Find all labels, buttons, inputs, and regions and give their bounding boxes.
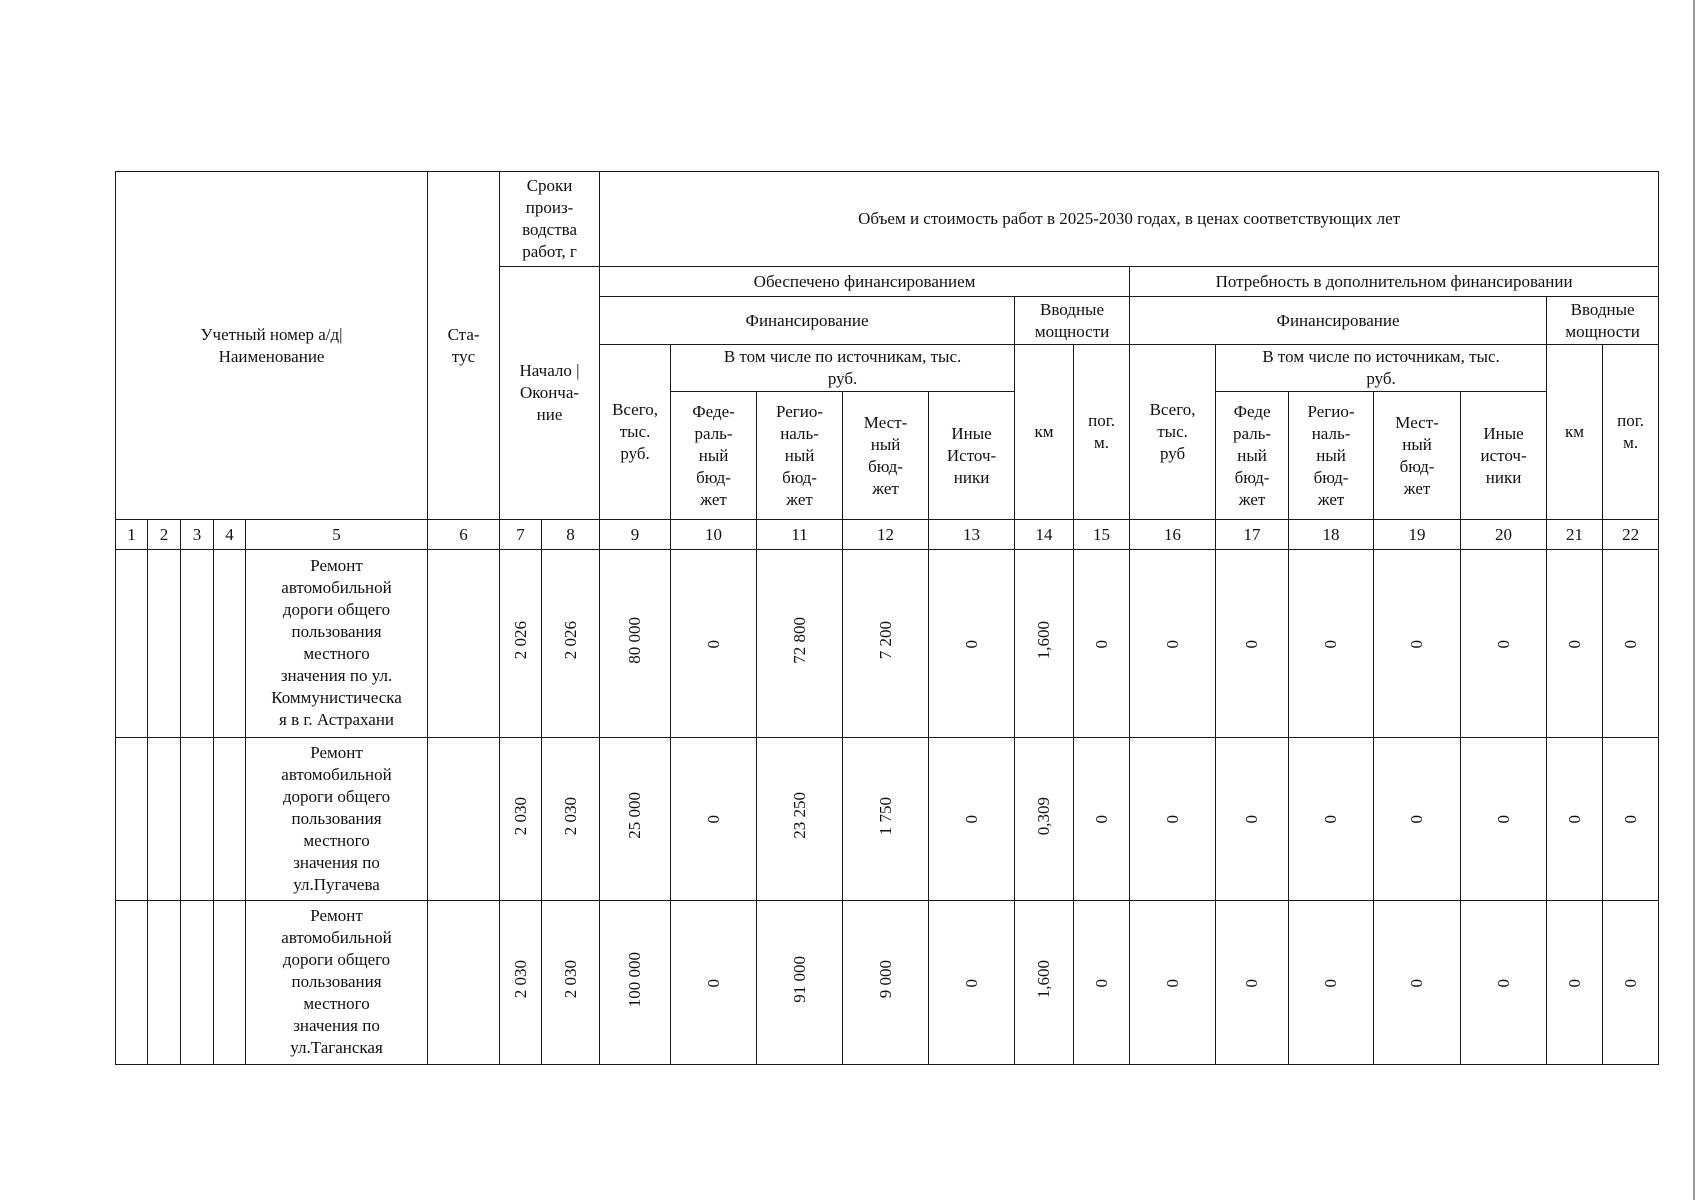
column-number: 2 xyxy=(148,520,181,550)
column-number: 8 xyxy=(542,520,600,550)
local-cell xyxy=(843,900,929,1064)
need-regional-cell xyxy=(1289,900,1374,1064)
need-other-value: 0 xyxy=(1493,639,1513,649)
pm-value: 0 xyxy=(1091,978,1111,988)
road-name-cell: Ремонт автомобильной дороги общего пользования местного значения по ул. Коммунистическа я в г. Астрахани xyxy=(246,550,428,737)
column-number: 19 xyxy=(1374,520,1461,550)
column-number: 9 xyxy=(600,520,671,550)
end-year-cell xyxy=(542,550,600,737)
need-pm-value: 0 xyxy=(1620,639,1640,649)
cell-account-1 xyxy=(116,900,148,1064)
federal-cell xyxy=(671,550,757,737)
need-local-value: 0 xyxy=(1407,639,1427,649)
other-cell xyxy=(929,737,1015,900)
need-pm-value: 0 xyxy=(1620,815,1640,824)
other-value: 0 xyxy=(961,639,981,649)
need-total-cell xyxy=(1130,550,1216,737)
total-value: 80 000 xyxy=(625,617,645,664)
column-number: 15 xyxy=(1074,520,1130,550)
need-regional-cell xyxy=(1289,737,1374,900)
need-federal-value: 0 xyxy=(1242,978,1262,988)
road-works-table xyxy=(115,171,1659,1065)
status-cell xyxy=(428,550,500,737)
total-cell xyxy=(600,900,671,1064)
cell-account-2 xyxy=(148,900,181,1064)
header-provided: Обеспечено финансированием xyxy=(600,267,1130,297)
cell-account-2 xyxy=(148,550,181,737)
cell-account-4 xyxy=(214,900,246,1064)
cell-account-3 xyxy=(181,550,214,737)
local-cell xyxy=(843,737,929,900)
header-pm-2: пог. м. xyxy=(1603,345,1659,520)
need-total-value: 0 xyxy=(1162,815,1182,824)
column-number: 20 xyxy=(1461,520,1547,550)
need-regional-value: 0 xyxy=(1321,815,1341,824)
column-number: 14 xyxy=(1015,520,1074,550)
need-pm-cell xyxy=(1603,900,1659,1064)
header-local-2: Мест- ный бюд- жет xyxy=(1374,392,1461,520)
header-volume-cost: Объем и стоимость работ в 2025-2030 годах, в ценах соответствующих лет xyxy=(600,172,1659,267)
cell-account-3 xyxy=(181,900,214,1064)
pm-value: 0 xyxy=(1091,815,1111,824)
pm-cell xyxy=(1074,737,1130,900)
start-year: 2 030 xyxy=(510,960,530,999)
regional-cell xyxy=(757,737,843,900)
column-number: 6 xyxy=(428,520,500,550)
need-regional-cell xyxy=(1289,550,1374,737)
column-number: 18 xyxy=(1289,520,1374,550)
need-km-value: 0 xyxy=(1564,978,1584,988)
km-cell xyxy=(1015,550,1074,737)
pm-value: 0 xyxy=(1091,639,1111,649)
column-number: 4 xyxy=(214,520,246,550)
need-km-value: 0 xyxy=(1564,639,1584,649)
need-regional-value: 0 xyxy=(1321,639,1341,649)
regional-value: 91 000 xyxy=(789,956,809,1003)
pm-cell xyxy=(1074,550,1130,737)
need-other-value: 0 xyxy=(1493,815,1513,824)
need-total-value: 0 xyxy=(1162,978,1182,988)
column-number: 22 xyxy=(1603,520,1659,550)
need-federal-value: 0 xyxy=(1242,639,1262,649)
column-number: 5 xyxy=(246,520,428,550)
header-federal-2: Феде раль- ный бюд- жет xyxy=(1216,392,1289,520)
km-value: 0,309 xyxy=(1034,796,1054,835)
header-financing-1: Финансирование xyxy=(600,297,1015,345)
other-value: 0 xyxy=(961,978,981,988)
other-cell xyxy=(929,550,1015,737)
column-number: 17 xyxy=(1216,520,1289,550)
header-needed: Потребность в дополнительном финансировании xyxy=(1130,267,1659,297)
total-value: 100 000 xyxy=(625,951,645,1007)
table-row xyxy=(116,550,1659,737)
header-total-1: Всего, тыс. руб. xyxy=(600,345,671,520)
start-year-cell xyxy=(500,900,542,1064)
header-regional-1: Регио- наль- ный бюд- жет xyxy=(757,392,843,520)
column-number: 13 xyxy=(929,520,1015,550)
end-year: 2 030 xyxy=(560,960,580,999)
cell-account-4 xyxy=(214,737,246,900)
column-number: 1 xyxy=(116,520,148,550)
header-financing-2: Финансирование xyxy=(1130,297,1547,345)
need-total-cell xyxy=(1130,737,1216,900)
header-local-1: Мест- ный бюд- жет xyxy=(843,392,929,520)
need-local-cell xyxy=(1374,550,1461,737)
federal-value: 0 xyxy=(703,815,723,824)
header-km-2: км xyxy=(1547,345,1603,520)
start-year-cell xyxy=(500,550,542,737)
need-pm-cell xyxy=(1603,550,1659,737)
need-other-value: 0 xyxy=(1493,978,1513,988)
road-name-cell: Ремонт автомобильной дороги общего пользования местного значения по ул.Таганская xyxy=(246,900,428,1064)
header-status: Ста- тус xyxy=(428,172,500,520)
regional-cell xyxy=(757,550,843,737)
cell-account-1 xyxy=(116,737,148,900)
header-federal-1: Феде- раль- ный бюд- жет xyxy=(671,392,757,520)
header-start-end: Начало | Оконча- ние xyxy=(500,267,600,520)
column-number: 11 xyxy=(757,520,843,550)
end-year: 2 026 xyxy=(560,621,580,660)
federal-cell xyxy=(671,900,757,1064)
km-cell xyxy=(1015,737,1074,900)
header-regional-2: Регио- наль- ный бюд- жет xyxy=(1289,392,1374,520)
need-km-cell xyxy=(1547,900,1603,1064)
need-km-cell xyxy=(1547,550,1603,737)
other-value: 0 xyxy=(961,815,981,824)
end-year-cell xyxy=(542,900,600,1064)
total-value: 25 000 xyxy=(625,792,645,840)
column-number: 3 xyxy=(181,520,214,550)
header-by-sources-2: В том числе по источникам, тыс. руб. xyxy=(1216,345,1547,392)
cell-account-4 xyxy=(214,550,246,737)
cell-account-3 xyxy=(181,737,214,900)
need-regional-value: 0 xyxy=(1321,978,1341,988)
local-value: 1 750 xyxy=(875,796,895,835)
end-year-cell xyxy=(542,737,600,900)
header-by-sources-1: В том числе по источникам, тыс. руб. xyxy=(671,345,1015,392)
header-terms: Сроки произ- водства работ, г xyxy=(500,172,600,267)
km-value: 1,600 xyxy=(1034,621,1054,660)
federal-value: 0 xyxy=(703,639,723,649)
total-cell xyxy=(600,550,671,737)
end-year: 2 030 xyxy=(560,796,580,835)
need-km-value: 0 xyxy=(1564,815,1584,824)
need-km-cell xyxy=(1547,737,1603,900)
column-number: 7 xyxy=(500,520,542,550)
header-capacities-2: Вводные мощности xyxy=(1547,297,1659,345)
need-other-cell xyxy=(1461,900,1547,1064)
start-year: 2 026 xyxy=(510,621,530,660)
need-local-cell xyxy=(1374,900,1461,1064)
header-other-1: Иные Источ- ники xyxy=(929,392,1015,520)
need-total-cell xyxy=(1130,900,1216,1064)
table-row xyxy=(116,900,1659,1064)
header-total-2: Всего, тыс. руб xyxy=(1130,345,1216,520)
cell-account-2 xyxy=(148,737,181,900)
need-federal-value: 0 xyxy=(1242,815,1262,824)
status-cell xyxy=(428,900,500,1064)
table-row xyxy=(116,737,1659,900)
need-local-cell xyxy=(1374,737,1461,900)
need-total-value: 0 xyxy=(1162,639,1182,649)
local-value: 7 200 xyxy=(875,621,895,660)
road-name-cell: Ремонт автомобильной дороги общего пользования местного значения по ул.Пугачева xyxy=(246,737,428,900)
need-local-value: 0 xyxy=(1407,978,1427,988)
need-pm-cell xyxy=(1603,737,1659,900)
column-number: 10 xyxy=(671,520,757,550)
status-cell xyxy=(428,737,500,900)
federal-cell xyxy=(671,737,757,900)
need-federal-cell xyxy=(1216,550,1289,737)
need-local-value: 0 xyxy=(1407,815,1427,824)
column-number: 12 xyxy=(843,520,929,550)
header-name: Учетный номер а/д| Наименование xyxy=(116,172,428,520)
federal-value: 0 xyxy=(703,978,723,988)
local-value: 9 000 xyxy=(875,960,895,999)
start-year: 2 030 xyxy=(510,796,530,835)
need-federal-cell xyxy=(1216,900,1289,1064)
cell-account-1 xyxy=(116,550,148,737)
total-cell xyxy=(600,737,671,900)
need-other-cell xyxy=(1461,737,1547,900)
column-number: 16 xyxy=(1130,520,1216,550)
regional-cell xyxy=(757,900,843,1064)
header-pm-1: пог. м. xyxy=(1074,345,1130,520)
km-cell xyxy=(1015,900,1074,1064)
regional-value: 72 800 xyxy=(789,617,809,664)
need-federal-cell xyxy=(1216,737,1289,900)
regional-value: 23 250 xyxy=(789,792,809,840)
header-capacities-1: Вводные мощности xyxy=(1015,297,1130,345)
need-pm-value: 0 xyxy=(1620,978,1640,988)
pm-cell xyxy=(1074,900,1130,1064)
header-km-1: км xyxy=(1015,345,1074,520)
other-cell xyxy=(929,900,1015,1064)
column-number: 21 xyxy=(1547,520,1603,550)
start-year-cell xyxy=(500,737,542,900)
column-number-row xyxy=(116,520,1659,550)
need-other-cell xyxy=(1461,550,1547,737)
header-other-2: Иные источ- ники xyxy=(1461,392,1547,520)
page-edge-line xyxy=(1693,0,1695,1200)
local-cell xyxy=(843,550,929,737)
km-value: 1,600 xyxy=(1034,960,1054,999)
